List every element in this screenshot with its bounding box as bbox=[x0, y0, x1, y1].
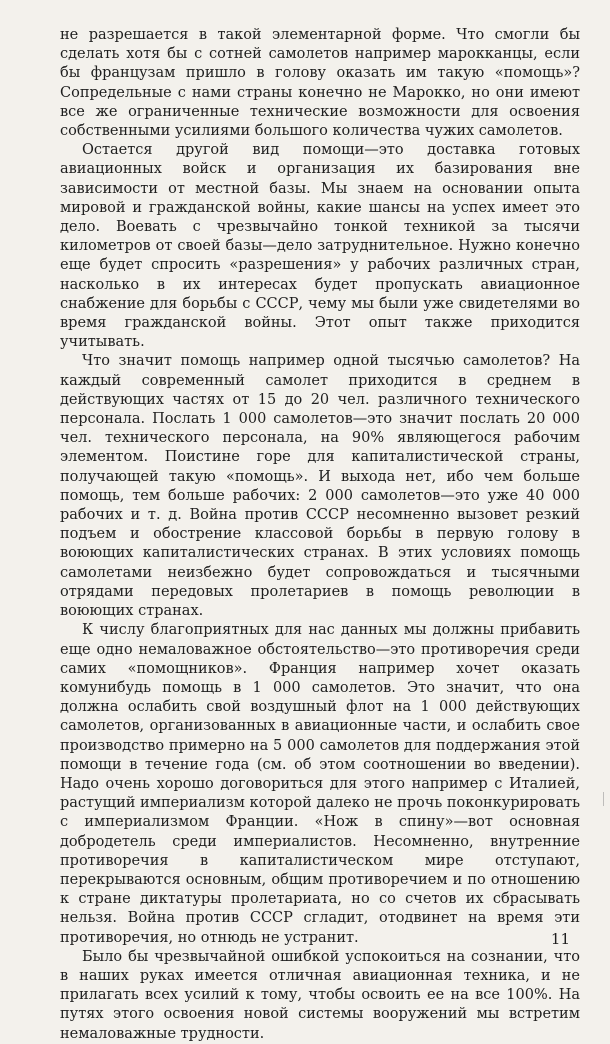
paragraph-1: не разрешается в такой элементарной форме. Что смогли бы сделать хотя бы с сотней самолетов например марокканцы, если бы французам пришло в голову оказать им такую «помощь»? Сопредельные с нами страны конечно не Марокко, но они имеют все же ограниченные технические возможности для освоения собственными усилиями большого количества чужих самолетов. bbox=[60, 27, 580, 140]
paragraph-3: Что значит помощь например одной тысячью самолетов? На каждый современный самолет приходится в среднем в действующих частях от 15 до 20 чел. различного технического персонала. Послать 1 000 самолетов—это значит послать 20 000 чел. технического персонала, на 90% являющегося рабочим элементом. Поистине горе для капиталистической страны, получающей такую «помощь». И выхода нет, ибо чем больше помощь, тем больше рабочих: 2 000 самолетов—это уже 40 000 рабочих и т. д. Война против СССР несомненно вызовет резкий подъем и обострение классовой борьбы в первую голову в воюющих капиталистических странах. В этих условиях помощь самолетами неизбежно будет сопровождаться и тысячными отрядами передовых пролетариев в помощь революции в воюющих странах. bbox=[60, 353, 580, 620]
paragraph-2: Остается другой вид помощи—это доставка готовых авиационных войск и организация их базирования вне зависимости от местной базы. Мы знаем на основании опыта мировой и гражданской войны, какие шансы на успех имеет это дело. Воевать с чрезвычайно тонкой техникой за тысячи километров от своей базы—дело затруднительное. Нужно конечно еще будет спросить «разрешения» у рабочих различных стран, насколько в их интересах будет пропускать авиационное снабжение для борьбы с СССР, чему мы были уже свидетелями во время гражданской войны. Этот опыт также приходится учитывать. bbox=[60, 142, 580, 351]
body-text bbox=[60, 26, 580, 1044]
paragraph-4: К числу благоприятных для нас данных мы должны прибавить еще одно немаловажное обстоятельство—это противоречия среди самих «помощников». Франция например хочет оказать комунибудь помощь в 1 000 самолетов. Это значит, что она должна ослабить свой воздушный флот на 1 000 действующих самолетов, организованных в авиационные части, и ослабить свое производство примерно на 5 000 самолетов для поддержания этой помощи в течение года (см. об этом соотношении во введении). Надо очень хорошо договориться для этого например с Италией, растущий империализм которой далеко не прочь поконкурировать с империализмом Франции. «Нож в спину»—вот основная добродетель среди империалистов. Несомненно, внутренние противоречия в капиталистическом мире отступают, перекрываются основным, общим противоречием и по отношению к стране диктатуры пролетариата, но со счетов их сбрасывать нельзя. Война против СССР сгладит, отодвинет на время эти противоречия, но отнюдь не устранит. bbox=[60, 622, 580, 946]
paragraph-5: Было бы чрезвычайной ошибкой успокоиться на сознании, что в наших руках имеется отличная авиационная техника, и не прилагать всех усилий к тому, чтобы освоить ее на все 100%. На путях этого освоения новой системы вооружений мы встретим немаловажные трудности. bbox=[60, 948, 580, 1042]
page-number: 11 bbox=[550, 930, 570, 948]
page-edge-mark bbox=[603, 792, 608, 806]
